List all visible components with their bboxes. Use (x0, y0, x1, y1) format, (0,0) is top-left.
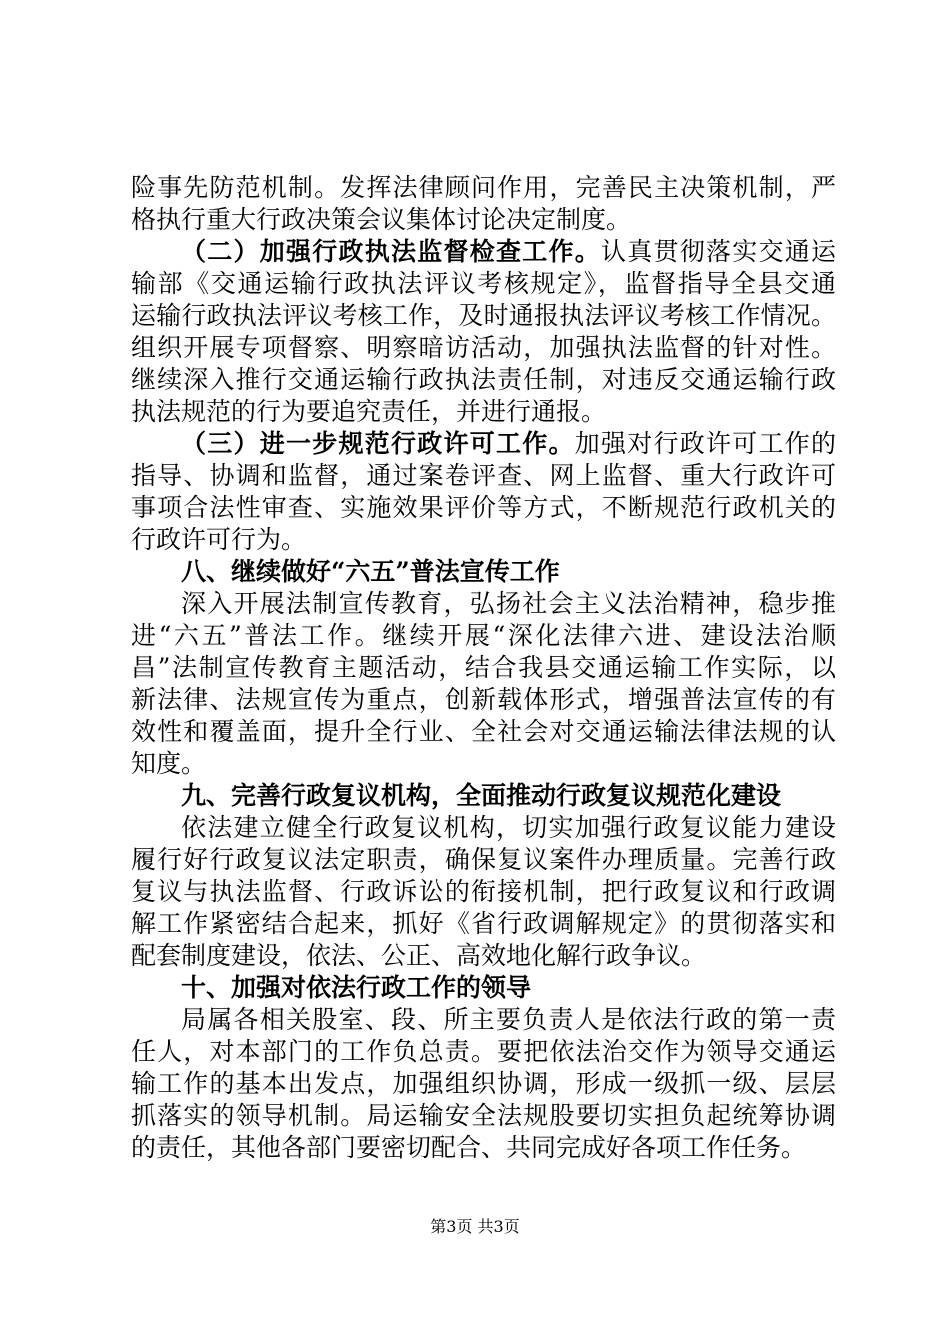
paragraph-line: 局属各相关股室、段、所主要负责人是依法行政的第一责 (181, 1005, 836, 1034)
paragraph-line: 进“六五”普法工作。继续开展“深化法律六进、建设法治顺 (131, 621, 836, 650)
section-heading: 八、继续做好“六五”普法宣传工作 (181, 557, 560, 586)
subsection-line (131, 428, 836, 460)
paragraph-line: 输工作的基本出发点，加强组织协调，形成一级抓一级、层层 (131, 1069, 836, 1098)
subsection-text: 加强对行政许可工作的 (574, 429, 836, 458)
paragraph-line: 抓落实的领导机制。局运输安全法规股要切实担负起统筹协调 (131, 1101, 836, 1130)
paragraph-line: 的责任，其他各部门要密切配合、共同完成好各项工作任务。 (131, 1133, 807, 1162)
subsection-heading: （二）加强行政执法监督检查工作。 (181, 237, 601, 266)
paragraph-line: 昌”法制宣传教育主题活动，结合我县交通运输工作实际，以 (131, 653, 836, 682)
paragraph-line: 执法规范的行为要追究责任，并进行通报。 (131, 397, 607, 426)
paragraph-line: 知度。 (131, 749, 207, 778)
paragraph-line: 新法律、法规宣传为重点，创新载体形式，增强普法宣传的有 (131, 685, 836, 714)
paragraph-line: 行政许可行为。 (131, 525, 307, 554)
section-heading: 十、加强对依法行政工作的领导 (181, 973, 532, 1002)
paragraph-line: 履行好行政复议法定职责，确保复议案件办理质量。完善行政 (131, 845, 836, 874)
paragraph-line: 输部《交通运输行政执法评议考核规定》，监督指导全县交通 (131, 269, 836, 298)
paragraph-line: 复议与执法监督、行政诉讼的衔接机制，把行政复议和行政调 (131, 877, 836, 906)
subsection-heading: （三）进一步规范行政许可工作。 (181, 429, 575, 458)
paragraph-line: 配套制度建设，依法、公正、高效地化解行政争议。 (131, 941, 707, 970)
subsection-text: 认真贯彻落实交通运 (600, 237, 836, 266)
paragraph-line: 继续深入推行交通运输行政执法责任制，对违反交通运输行政 (131, 365, 836, 394)
paragraph-line: 运输行政执法评议考核工作，及时通报执法评议考核工作情况。 (131, 301, 836, 330)
paragraph-line: 任人，对本部门的工作负总责。要把依法治交作为领导交通运 (131, 1037, 836, 1066)
paragraph-line: 深入开展法制宣传教育，弘扬社会主义法治精神，稳步推 (181, 589, 836, 618)
paragraph-line: 效性和覆盖面，提升全行业、全社会对交通运输法律法规的认 (131, 717, 836, 746)
paragraph-line: 险事先防范机制。发挥法律顾问作用，完善民主决策机制，严 (131, 173, 836, 202)
section-heading: 九、完善行政复议机构，全面推动行政复议规范化建设 (181, 781, 782, 810)
paragraph-line: 格执行重大行政决策会议集体讨论决定制度。 (131, 205, 632, 234)
page-number-footer: 第3页 共3页 (430, 1217, 520, 1236)
subsection-line (131, 236, 836, 268)
paragraph-line: 组织开展专项督察、明察暗访活动，加强执法监督的针对性。 (131, 333, 836, 362)
paragraph-line: 事项合法性审查、实施效果评价等方式，不断规范行政机关的 (131, 493, 836, 522)
paragraph-line: 依法建立健全行政复议机构，切实加强行政复议能力建设 (181, 813, 836, 842)
paragraph-line: 解工作紧密结合起来，抓好《省行政调解规定》的贯彻落实和 (131, 909, 836, 938)
paragraph-line: 指导、协调和监督，通过案卷评查、网上监督、重大行政许可 (131, 461, 836, 490)
document-body (131, 172, 836, 1164)
